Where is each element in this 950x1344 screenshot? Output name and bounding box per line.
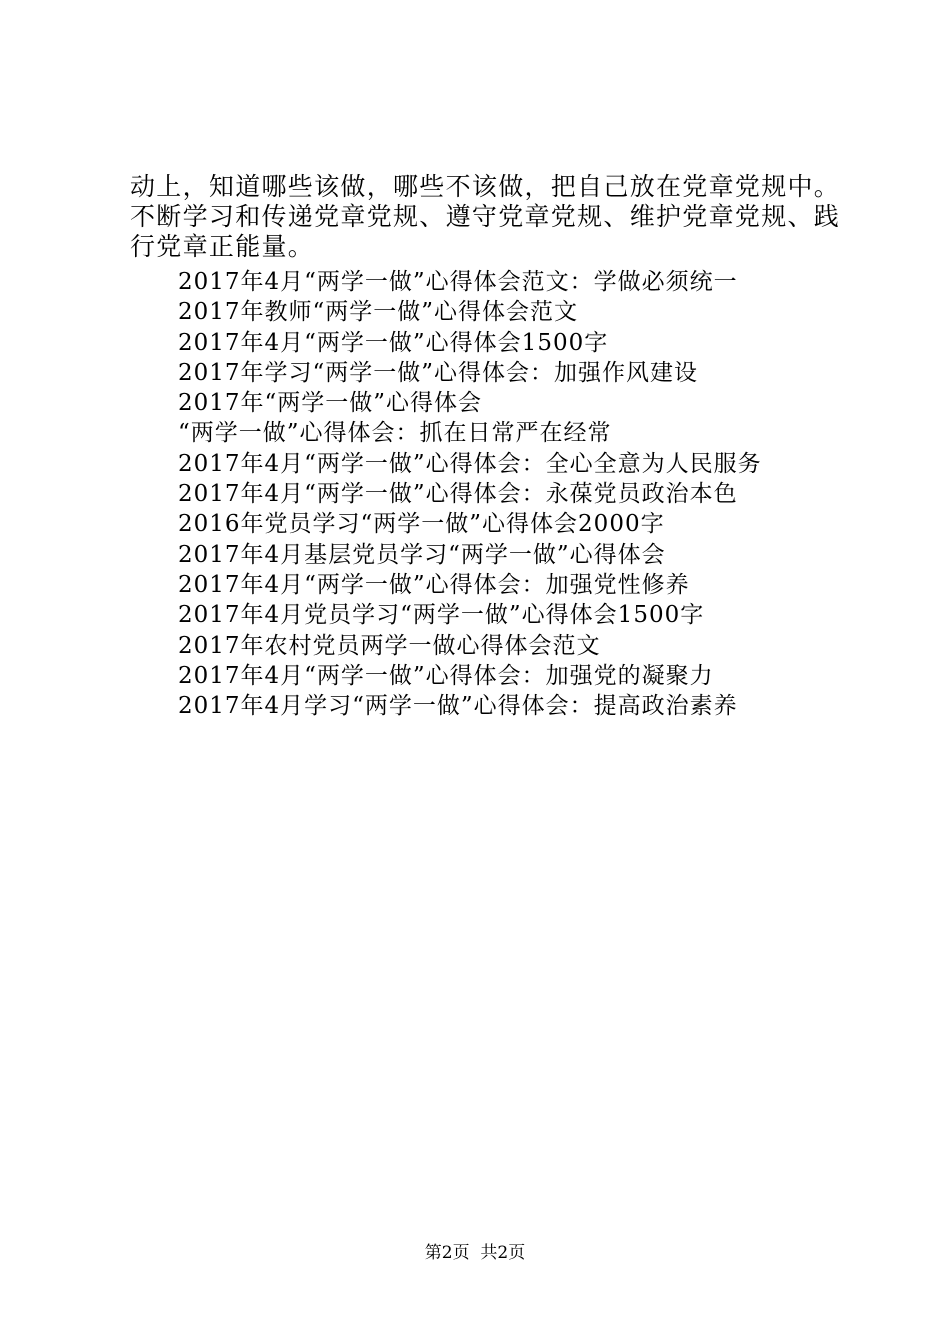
related-article-link[interactable]: 2017年学习“两学一做”心得体会：加强作风建设: [178, 359, 699, 386]
paragraph-line: 动上，知道哪些该做，哪些不该做，把自己放在党章党规中。: [130, 172, 841, 201]
related-article-link[interactable]: 2017年教师“两学一做”心得体会范文: [178, 299, 579, 326]
related-article-link[interactable]: 2017年4月基层党员学习“两学一做”心得体会: [178, 541, 666, 568]
related-article-link[interactable]: “两学一做”心得体会：抓在日常严在经常: [178, 420, 612, 447]
related-articles-list: [130, 267, 830, 721]
related-article-link[interactable]: 2016年党员学习“两学一做”心得体会2000字: [178, 511, 665, 538]
related-article-link[interactable]: 2017年4月“两学一做”心得体会：全心全意为人民服务: [178, 450, 762, 477]
related-article-link[interactable]: 2017年农村党员两学一做心得体会范文: [178, 632, 601, 659]
related-article-link[interactable]: 2017年“两学一做”心得体会: [178, 390, 483, 417]
related-article-link[interactable]: 2017年4月学习“两学一做”心得体会：提高政治素养: [178, 693, 738, 720]
paragraph-line: 行党章正能量。: [130, 232, 315, 261]
page-number-footer: 第2页 共2页: [424, 1243, 526, 1263]
related-article-link[interactable]: 2017年4月“两学一做”心得体会：加强党的凝聚力: [178, 662, 714, 689]
related-article-link[interactable]: 2017年4月“两学一做”心得体会：加强党性修养: [178, 571, 690, 598]
paragraph-line: 不断学习和传递党章党规、遵守党章党规、维护党章党规、践: [130, 202, 841, 231]
related-article-link[interactable]: 2017年4月“两学一做”心得体会：永葆党员政治本色: [178, 481, 738, 508]
related-article-link[interactable]: 2017年4月“两学一做”心得体会1500字: [178, 329, 609, 356]
body-paragraph: [130, 172, 841, 262]
related-article-link[interactable]: 2017年4月“两学一做”心得体会范文：学做必须统一: [178, 269, 738, 295]
related-article-link[interactable]: 2017年4月党员学习“两学一做”心得体会1500字: [178, 602, 705, 629]
